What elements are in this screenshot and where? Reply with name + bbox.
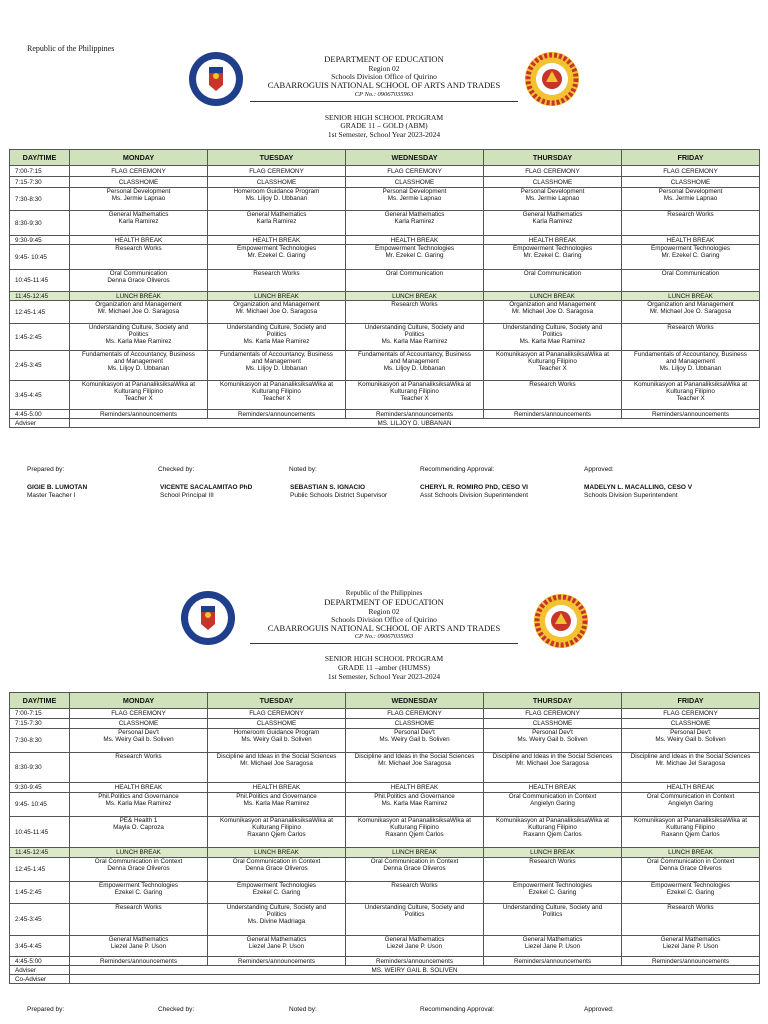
schedule-row: [10, 848, 760, 858]
schedule-row: [10, 211, 760, 236]
approved-label: Approved:: [584, 1006, 614, 1013]
noted-by-label: Noted by:: [289, 1006, 317, 1013]
subject-cell: Personal Dev't Ms. Weiry Gail b. Soliven: [622, 729, 760, 753]
subject-cell: LUNCH BREAK: [208, 848, 346, 858]
schedule-row: [10, 904, 760, 936]
col-header: DAY/TIME: [10, 693, 70, 709]
noted-name: SEBASTIAN S. IGNACIO: [290, 484, 366, 491]
subject-cell: Reminders/announcements: [484, 410, 622, 419]
time-cell: 9:30-9:45: [10, 783, 70, 793]
prepared-name: GIGIE B. LUMOTAN: [27, 484, 88, 491]
schedule-row: [10, 245, 760, 270]
time-cell: 7:00-7:15: [10, 709, 70, 719]
subject-cell: Fundamentals of Accountancy, Business and Management Ms. Liljoy D. Ubbanan: [70, 351, 208, 381]
adviser-row: [10, 966, 760, 975]
subject-cell: Komunikasyon at PananaliksiksaWika at Kulturang Filipino Teacher X: [208, 381, 346, 410]
subject-cell: General Mathematics Liezel Jane P. Uson: [346, 936, 484, 957]
subject-cell: CLASSHOME: [484, 719, 622, 729]
subject-cell: General Mathematics Karla Ramirez: [70, 211, 208, 236]
division-label: Schools Division Office of Quirino: [331, 615, 437, 624]
checked-name: VICENTE SACALAMITAO PhD: [160, 484, 253, 491]
col-header: TUESDAY: [208, 693, 346, 709]
prepared-title: Master Teacher I: [27, 492, 76, 499]
schedule-row: [10, 236, 760, 245]
subject-cell: Research Works: [346, 301, 484, 324]
program-title: SENIOR HIGH SCHOOL PROGRAM: [324, 654, 444, 663]
subject-cell: General Mathematics Karla Ramirez: [208, 211, 346, 236]
subject-cell: CLASSHOME: [346, 177, 484, 188]
coadviser-row: [10, 975, 760, 984]
checked-by-label: Checked by:: [158, 466, 195, 473]
subject-cell: Research Works: [208, 270, 346, 292]
schedule-row: [10, 270, 760, 292]
subject-cell: HEALTH BREAK: [208, 236, 346, 245]
schedule-row: [10, 292, 760, 301]
subject-cell: Understanding Culture, Society and Politics Ms. Karla Mae Ramirez: [484, 324, 622, 351]
subject-cell: Reminders/announcements: [484, 957, 622, 966]
subject-cell: CLASSHOME: [208, 719, 346, 729]
program-title: SENIOR HIGH SCHOOL PROGRAM: [324, 113, 444, 122]
subject-cell: General Mathematics Karla Ramirez: [484, 211, 622, 236]
dept-title: DEPARTMENT OF EDUCATION: [324, 54, 444, 64]
schedule-row: [10, 410, 760, 419]
subject-cell: Oral Communication in Context Angielyn Garing: [622, 793, 760, 817]
subject-cell: Empowerment Technologies Ezekel C. Garing: [484, 882, 622, 904]
checked-by-label: Checked by:: [158, 1006, 195, 1013]
adviser-row-value: MS. LILJOY D. UBBANAN: [70, 419, 760, 428]
subject-cell: Understanding Culture, Society and Politics: [484, 904, 622, 936]
adviser-row: [10, 419, 760, 428]
adviser-row-value: MS. WEIRY GAIL B. SOLIVEN: [70, 966, 760, 975]
subject-cell: Komunikasyon at PananaliksiksaWika at Kulturang Filipino Raxann Qjem Carlos: [622, 817, 760, 848]
schedule-row: [10, 188, 760, 211]
time-cell: 8:30-9:30: [10, 211, 70, 236]
region-label: Region 02: [368, 607, 400, 616]
subject-cell: FLAG CEREMONY: [622, 166, 760, 177]
checked-title: School Principal III: [160, 492, 214, 499]
subject-cell: Oral Communication in Context Denna Grace Oliveros: [70, 858, 208, 882]
time-cell: 7:30-8:30: [10, 188, 70, 211]
subject-cell: FLAG CEREMONY: [346, 166, 484, 177]
subject-cell: Reminders/announcements: [622, 410, 760, 419]
subject-cell: Research Works: [622, 904, 760, 936]
subject-cell: LUNCH BREAK: [622, 292, 760, 301]
subject-cell: Komunikasyon at PananaliksiksaWika at Kulturang Filipino Raxann Qjem Carlos: [484, 817, 622, 848]
time-cell: 9:45- 10:45: [10, 245, 70, 270]
schedule-row: [10, 783, 760, 793]
noted-by-label: Noted by:: [289, 466, 317, 473]
col-header: MONDAY: [70, 693, 208, 709]
subject-cell: Komunikasyon at PananaliksiksaWika at Kulturang Filipino Teacher X: [484, 351, 622, 381]
subject-cell: Personal Development Ms. Jermie Lapnao: [484, 188, 622, 211]
subject-cell: HEALTH BREAK: [484, 236, 622, 245]
schedule-row: [10, 858, 760, 882]
subject-cell: General Mathematics Liezel Jane P. Uson: [208, 936, 346, 957]
subject-cell: LUNCH BREAK: [346, 848, 484, 858]
subject-cell: Discipline and Ideas in the Social Sciences Mr. Michael Joe Saragosa: [484, 753, 622, 783]
coadviser-row-value: [70, 975, 760, 984]
subject-cell: HEALTH BREAK: [622, 236, 760, 245]
approved-title: Schools Division Superintendent: [584, 492, 678, 499]
time-cell: 9:45- 10:45: [10, 793, 70, 817]
subject-cell: LUNCH BREAK: [484, 292, 622, 301]
subject-cell: Research Works: [484, 381, 622, 410]
subject-cell: Research Works: [70, 753, 208, 783]
subject-cell: Fundamentals of Accountancy, Business and Management Ms. Liljoy D. Ubbanan: [208, 351, 346, 381]
subject-cell: Oral Communication: [346, 270, 484, 292]
subject-cell: General Mathematics Liezel Jane P. Uson: [70, 936, 208, 957]
subject-cell: LUNCH BREAK: [208, 292, 346, 301]
subject-cell: Komunikasyon at PananaliksiksaWika at Kulturang Filipino Raxann Qjem Carlos: [346, 817, 484, 848]
subject-cell: General Mathematics Liezel Jane P. Uson: [622, 936, 760, 957]
adviser-row-label: Adviser: [10, 966, 70, 975]
schedule-row: [10, 729, 760, 753]
subject-cell: Komunikasyon at PananaliksiksaWika at Kulturang Filipino Teacher X: [70, 381, 208, 410]
subject-cell: FLAG CEREMONY: [208, 709, 346, 719]
time-cell: 7:15-7:30: [10, 719, 70, 729]
subject-cell: General Mathematics Liezel Jane P. Uson: [484, 936, 622, 957]
subject-cell: FLAG CEREMONY: [484, 166, 622, 177]
subject-cell: Empowerment Technologies Mr. Ezekel C. Garing: [622, 245, 760, 270]
time-cell: 12:45-1:45: [10, 858, 70, 882]
subject-cell: Organization and Management Mr. Michael Joe O. Saragosa: [208, 301, 346, 324]
time-cell: 12:45-1:45: [10, 301, 70, 324]
time-cell: 3:45-4:45: [10, 936, 70, 957]
schedule-row: [10, 301, 760, 324]
subject-cell: HEALTH BREAK: [484, 783, 622, 793]
subject-cell: Personal Development Ms. Jermie Lapnao: [346, 188, 484, 211]
time-cell: 11:45-12:45: [10, 848, 70, 858]
subject-cell: Oral Communication in Context Denna Grace Oliveros: [208, 858, 346, 882]
subject-cell: CLASSHOME: [484, 177, 622, 188]
subject-cell: Research Works: [484, 858, 622, 882]
schedule-row: [10, 719, 760, 729]
subject-cell: Understanding Culture, Society and Politics Ms. Karla Mae Ramirez: [346, 324, 484, 351]
subject-cell: Oral Communication: [484, 270, 622, 292]
schedule-body: [10, 150, 760, 428]
subject-cell: Understanding Culture, Society and Politics Ms. Karla Mae Ramirez: [208, 324, 346, 351]
subject-cell: Research Works: [622, 324, 760, 351]
col-header: WEDNESDAY: [346, 693, 484, 709]
schedule-row: [10, 166, 760, 177]
school-name: CABARROGUIS NATIONAL SCHOOL OF ARTS AND TRADES: [267, 623, 501, 633]
republic-label: Republic of the Philippines: [345, 589, 423, 597]
header-row: [10, 150, 760, 166]
time-cell: 4:45-5:00: [10, 957, 70, 966]
schedule-row: [10, 351, 760, 381]
grade-section: GRADE 11 – GOLD (ABM): [340, 121, 428, 130]
subject-cell: FLAG CEREMONY: [208, 166, 346, 177]
time-cell: 9:30-9:45: [10, 236, 70, 245]
subject-cell: Understanding Culture, Society and Politics Ms. Divine Madriaga: [208, 904, 346, 936]
subject-cell: Personal Dev't Ms. Weiry Gail b. Soliven: [70, 729, 208, 753]
subject-cell: HEALTH BREAK: [70, 236, 208, 245]
subject-cell: FLAG CEREMONY: [622, 709, 760, 719]
subject-cell: Homeroom Guidance Program Ms. Weiry Gail b. Soliven: [208, 729, 346, 753]
schedule-row: [10, 709, 760, 719]
subject-cell: General Mathematics Karla Ramirez: [346, 211, 484, 236]
subject-cell: LUNCH BREAK: [346, 292, 484, 301]
schedule-row: [10, 324, 760, 351]
time-cell: 7:00-7:15: [10, 166, 70, 177]
col-header: WEDNESDAY: [346, 150, 484, 166]
schedule-body: [10, 693, 760, 984]
col-header: THURSDAY: [484, 150, 622, 166]
subject-cell: Understanding Culture, Society and Politics Ms. Karla Mae Ramirez: [70, 324, 208, 351]
class-schedule-table: [9, 149, 760, 428]
time-cell: 1:45-2:45: [10, 324, 70, 351]
subject-cell: FLAG CEREMONY: [484, 709, 622, 719]
subject-cell: CLASSHOME: [208, 177, 346, 188]
subject-cell: Fundamentals of Accountancy, Business and Management Ms. Liljoy D. Ubbanan: [346, 351, 484, 381]
schedule-row: [10, 793, 760, 817]
subject-cell: Reminders/announcements: [346, 957, 484, 966]
approved-name: MADELYN L. MACALLING, CESO V: [584, 484, 693, 491]
subject-cell: Empowerment Technologies Ezekel C. Garing: [622, 882, 760, 904]
grade-section: GRADE 11 –amber (HUMSS): [337, 663, 430, 672]
schedule-row: [10, 177, 760, 188]
subject-cell: LUNCH BREAK: [622, 848, 760, 858]
time-cell: 7:15-7:30: [10, 177, 70, 188]
subject-cell: FLAG CEREMONY: [346, 709, 484, 719]
subject-cell: Research Works: [70, 904, 208, 936]
subject-cell: Reminders/announcements: [70, 957, 208, 966]
cp-number: CP No.: 09067035963: [354, 91, 414, 98]
subject-cell: Komunikasyon at PananaliksiksaWika at Kulturang Filipino Raxann Qjem Carlos: [208, 817, 346, 848]
time-cell: 8:30-9:30: [10, 753, 70, 783]
subject-cell: Phil.Politics and Governance Ms. Karla Mae Ramirez: [208, 793, 346, 817]
recommending-label: Recommending Approval:: [420, 1006, 495, 1013]
noted-title: Public Schools District Supervisor: [290, 492, 388, 499]
subject-cell: Research Works: [622, 211, 760, 236]
subject-cell: Reminders/announcements: [70, 410, 208, 419]
prepared-by-label: Prepared by:: [27, 1006, 65, 1013]
col-header: FRIDAY: [622, 150, 760, 166]
schedule-row: [10, 817, 760, 848]
col-header: TUESDAY: [208, 150, 346, 166]
subject-cell: Phil.Politics and Governance Ms. Karla Mae Ramirez: [70, 793, 208, 817]
time-cell: 2:45-3:45: [10, 351, 70, 381]
cp-number: CP No.: 09067035963: [354, 633, 414, 640]
subject-cell: HEALTH BREAK: [346, 236, 484, 245]
schedule-row: [10, 936, 760, 957]
subject-cell: FLAG CEREMONY: [70, 709, 208, 719]
schedule-sheet-2: [0, 512, 768, 1024]
division-label: Schools Division Office of Quirino: [331, 72, 437, 81]
subject-cell: Empowerment Technologies Mr. Ezekel C. Garing: [208, 245, 346, 270]
subject-cell: Empowerment Technologies Mr. Ezekel C. Garing: [346, 245, 484, 270]
header-divider: [250, 643, 518, 644]
time-cell: 1:45-2:45: [10, 882, 70, 904]
subject-cell: HEALTH BREAK: [346, 783, 484, 793]
subject-cell: Organization and Management Mr. Michael Joe O. Saragosa: [70, 301, 208, 324]
recommending-title: Asst Schools Division Superintendent: [420, 492, 529, 499]
semester-label: 1st Semester, School Year 2023-2024: [327, 130, 441, 139]
subject-cell: Reminders/announcements: [208, 957, 346, 966]
subject-cell: CLASSHOME: [622, 177, 760, 188]
subject-cell: Understanding Culture, Society and Politics: [346, 904, 484, 936]
subject-cell: CLASSHOME: [346, 719, 484, 729]
subject-cell: HEALTH BREAK: [70, 783, 208, 793]
col-header: THURSDAY: [484, 693, 622, 709]
subject-cell: Personal Dev't Ms. Weiry Gail b. Soliven: [484, 729, 622, 753]
subject-cell: CLASSHOME: [70, 719, 208, 729]
subject-cell: CLASSHOME: [622, 719, 760, 729]
col-header: FRIDAY: [622, 693, 760, 709]
subject-cell: Research Works: [346, 882, 484, 904]
subject-cell: Empowerment Technologies Ezekel C. Garing: [70, 882, 208, 904]
recommending-label: Recommending Approval:: [420, 466, 495, 473]
subject-cell: Research Works: [70, 245, 208, 270]
time-cell: 7:30-8:30: [10, 729, 70, 753]
time-cell: 4:45-5:00: [10, 410, 70, 419]
subject-cell: Fundamentals of Accountancy, Business and Management Ms. Liljoy D. Ubbanan: [622, 351, 760, 381]
subject-cell: CLASSHOME: [70, 177, 208, 188]
schedule-row: [10, 957, 760, 966]
subject-cell: Empowerment Technologies Mr. Ezekel C. Garing: [484, 245, 622, 270]
prepared-by-label: Prepared by:: [27, 466, 65, 473]
time-cell: 10:45-11:45: [10, 817, 70, 848]
subject-cell: Oral Communication: [622, 270, 760, 292]
subject-cell: Reminders/announcements: [208, 410, 346, 419]
subject-cell: PE& Health 1 Mayla O. Caproza: [70, 817, 208, 848]
subject-cell: LUNCH BREAK: [484, 848, 622, 858]
subject-cell: Personal Development Ms. Jermie Lapnao: [70, 188, 208, 211]
col-header: MONDAY: [70, 150, 208, 166]
subject-cell: Oral Communication Denna Grace Oliveros: [70, 270, 208, 292]
subject-cell: Discipline and Ideas in the Social Sciences Mr. Michae Jel Saragosa: [622, 753, 760, 783]
region-label: Region 02: [368, 64, 400, 73]
subject-cell: Organization and Management Mr. Michael Joe O. Saragosa: [622, 301, 760, 324]
subject-cell: Komunikasyon at PananaliksiksaWika at Kulturang Filipino Teacher X: [622, 381, 760, 410]
school-name: CABARROGUIS NATIONAL SCHOOL OF ARTS AND TRADES: [267, 80, 501, 90]
subject-cell: Organization and Management Mr. Michael Joe O. Saragosa: [484, 301, 622, 324]
republic-label: Republic of the Philippines: [27, 44, 115, 53]
subject-cell: HEALTH BREAK: [208, 783, 346, 793]
col-header: DAY/TIME: [10, 150, 70, 166]
subject-cell: Oral Communication in Context Denna Grace Oliveros: [622, 858, 760, 882]
subject-cell: Reminders/announcements: [346, 410, 484, 419]
coadviser-row-label: Co-Adviser: [10, 975, 70, 984]
recommending-name: CHERYL R. ROMIRO PhD, CESO VI: [420, 484, 528, 491]
subject-cell: LUNCH BREAK: [70, 848, 208, 858]
time-cell: 3:45-4:45: [10, 381, 70, 410]
subject-cell: Discipline and Ideas in the Social Sciences Mr. Michael Joe Saragosa: [346, 753, 484, 783]
approved-label: Approved:: [584, 466, 614, 473]
schedule-row: [10, 381, 760, 410]
header-row: [10, 693, 760, 709]
subject-cell: Oral Communication in Context Denna Grace Oliveros: [346, 858, 484, 882]
subject-cell: Discipline and Ideas in the Social Sciences Mr. Michael Joe Saragosa: [208, 753, 346, 783]
subject-cell: FLAG CEREMONY: [70, 166, 208, 177]
subject-cell: Homeroom Guidance Program Ms. Liljoy D. Ubbanan: [208, 188, 346, 211]
time-cell: 11:45-12:45: [10, 292, 70, 301]
subject-cell: Empowerment Technologies Ezekel C. Garing: [208, 882, 346, 904]
time-cell: 10:45-11:45: [10, 270, 70, 292]
subject-cell: Oral Communication in Context Angielyn Garing: [484, 793, 622, 817]
subject-cell: LUNCH BREAK: [70, 292, 208, 301]
subject-cell: Komunikasyon at PananaliksiksaWika at Kulturang Filipino Teacher X: [346, 381, 484, 410]
subject-cell: HEALTH BREAK: [622, 783, 760, 793]
schedule-row: [10, 882, 760, 904]
subject-cell: Phil.Politics and Governance Ms. Karla Mae Ramirez: [346, 793, 484, 817]
subject-cell: Personal Development Ms. Jermie Lapnao: [622, 188, 760, 211]
adviser-row-label: Adviser: [10, 419, 70, 428]
schedule-row: [10, 753, 760, 783]
subject-cell: Personal Dev't Ms. Weiry Gail b. Soliven: [346, 729, 484, 753]
header-divider: [250, 101, 518, 102]
time-cell: 2:45-3:45: [10, 904, 70, 936]
dept-title: DEPARTMENT OF EDUCATION: [324, 597, 444, 607]
subject-cell: Reminders/announcements: [622, 957, 760, 966]
class-schedule-table: [9, 692, 760, 984]
semester-label: 1st Semester, School Year 2023-2024: [327, 672, 441, 681]
